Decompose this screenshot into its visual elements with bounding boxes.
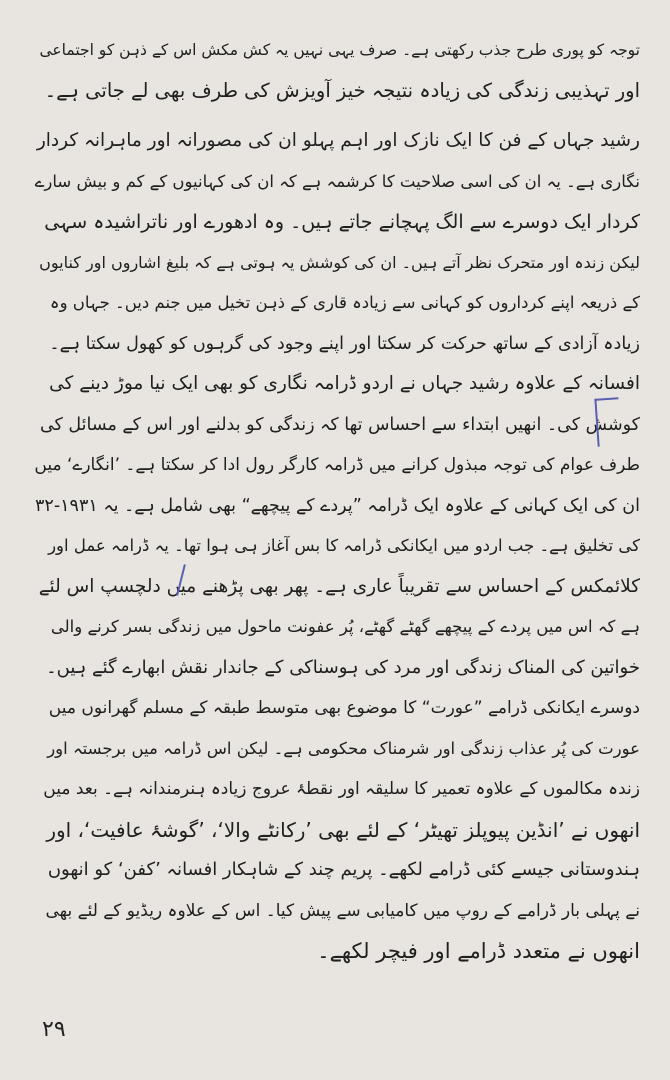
text-line: نے پہلی بار ڈرامے کے روپ میں کامیابی سے پیش کیا۔ اس کے علاوہ ریڈیو کے لئے بھی (45, 900, 640, 921)
body-text (34, 30, 640, 972)
text-line: کی تخلیق ہے۔ جب اردو میں ایکانکی ڈرامہ کا بس آغاز ہی ہوا تھا۔ یہ ڈرامہ عمل اور (48, 536, 640, 555)
text-line: کوشش کی۔ انھیں ابتداء سے احساس تھا کہ زندگی کو بدلنے اور اس کے مسائل کی (39, 414, 640, 435)
paragraph-1 (34, 30, 640, 111)
text-line: عورت کی پُر عذاب زندگی اور شرمناک محکومی ہے۔ لیکن اس ڈرامہ میں برجستہ اور (47, 738, 640, 758)
text-line: ہے کہ اس میں پردے کے پیچھے گھٹے گھٹے، پُر عفونت ماحول میں زندگی بسر کرنے والی (50, 617, 640, 636)
paragraph-3 (34, 364, 640, 688)
paragraph-4 (34, 688, 640, 972)
text-line: دوسرے ایکانکی ڈرامے ”عورت“ کا موضوع بھی متوسط طبقہ کے مسلم گھرانوں میں (48, 698, 640, 718)
text-line: خواتین کی المناک زندگی اور مرد کی ہوسناکی کے جاندار نقش ابھارے گئے ہیں۔ (46, 656, 640, 678)
text-line: کے ذریعہ اپنے کرداروں کو کہانی سے زیادہ قاری کے ذہن تخیل میں جنم دیں۔ جہاں وہ (49, 293, 640, 312)
text-line: رشید جہاں کے فن کا ایک نازک اور اہم پہلو ان کی مصورانہ اور ماہرانہ کردار (36, 130, 640, 151)
text-line: کردار ایک دوسرے سے الگ پہچانے جاتے ہیں۔ وہ ادھورے اور ناتراشیدہ سہی (44, 211, 640, 233)
text-line: کلائمکس کے احساس سے تقریباً عاری ہے۔ پھر بھی پڑھنے میں دلچسپ اس لئے (38, 575, 640, 597)
text-line: اور تہذیبی زندگی کی زیادہ نتیجہ خیز آویزش کی طرف بھی لے جاتی ہے۔ (44, 78, 640, 102)
text-line: انھوں نے متعدد ڈرامے اور فیچر لکھے۔ (317, 939, 640, 963)
text-line: نگاری ہے۔ یہ ان کی اسی صلاحیت کا کرشمہ ہے کہ ان کی کہانیوں کے کم و بیش سارے (34, 171, 640, 191)
text-line: ان کی ایک کہانی کے علاوہ ایک ڈرامہ ”پردے کے پیچھے“ بھی شامل ہے۔ یہ ۱۹۳۱-۳۲ (35, 495, 640, 516)
text-line: افسانہ کے علاوہ رشید جہاں نے اردو ڈرامہ نگاری کو بھی ایک نیا موڑ دینے کی (49, 373, 640, 394)
paragraph-gap (34, 111, 640, 121)
text-line: توجہ کو پوری طرح جذب رکھتی ہے۔ صرف یہی نہیں یہ کش مکش اس کے ذہن کو اجتماعی (39, 41, 640, 59)
page-number: ۲۹ (42, 1017, 66, 1042)
text-line: انھوں نے ’انڈین پیوپلز تھیٹر‘ کے لئے بھی ’رکانٹے والا‘، ’گوشۂ عافیت‘، اور (46, 817, 640, 842)
pen-bracket-mark (594, 397, 621, 447)
text-line: زندہ مکالموں کے علاوہ تعمیر کا سلیقہ اور نقطۂ عروج زیادہ ہنرمندانہ ہے۔ بعد میں (43, 779, 640, 799)
paragraph-2 (34, 121, 640, 364)
text-line: لیکن زندہ اور متحرک نظر آتے ہیں۔ ان کی کوشش یہ ہوتی ہے کہ بلیغ اشاروں اور کنایوں (39, 252, 640, 272)
text-line: ہندوستانی جیسے کئی ڈرامے لکھے۔ پریم چند کے شاہکار افسانہ ’کفن‘ کو انھوں (47, 859, 640, 880)
text-line: طرف عوام کی توجہ مبذول کرانے میں ڈرامہ کارگر رول ادا کر سکتا ہے۔ ’انگارے‘ میں (34, 455, 640, 475)
text-line: زیادہ آزادی کے ساتھ حرکت کر سکتا اور اپنے وجود کی گرہوں کو کھول سکتا ہے۔ (49, 333, 640, 354)
